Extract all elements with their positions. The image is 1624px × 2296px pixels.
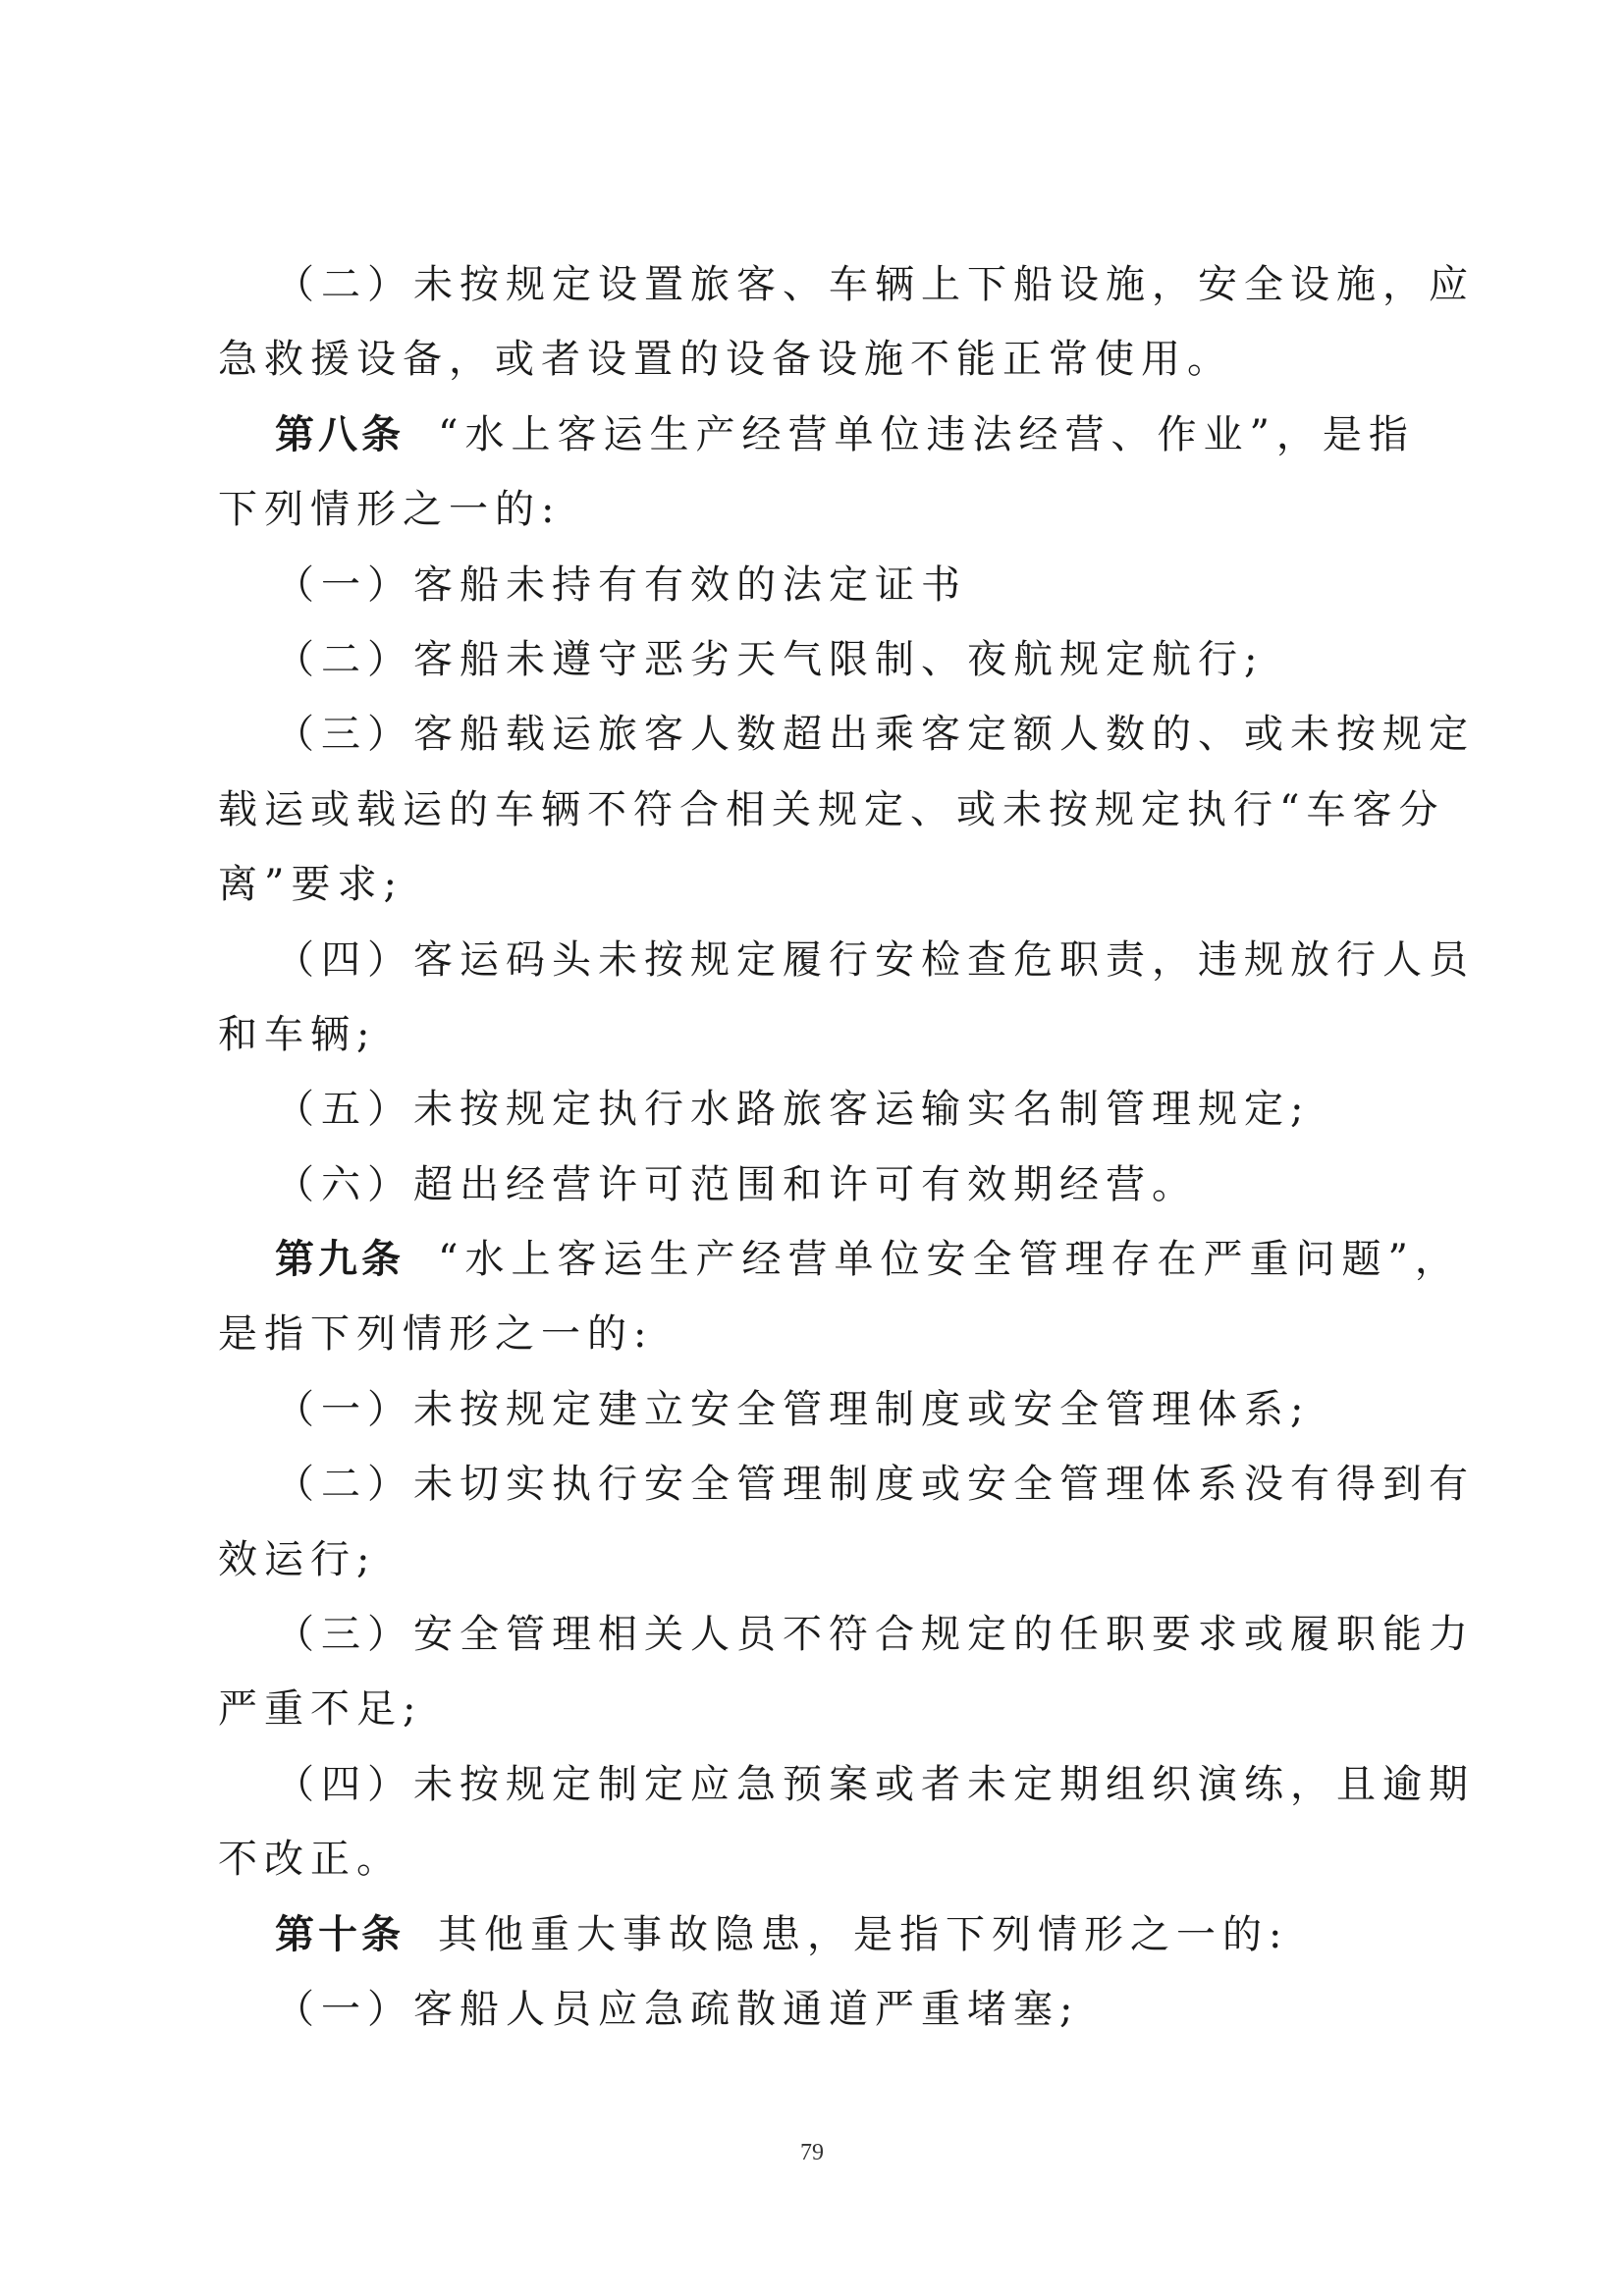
paragraph-text: “水上客运生产经营单位违法经营、作业”，是指 xyxy=(438,411,1415,457)
list-item: （二）未切实执行安全管理制度或安全管理体系没有得到有 xyxy=(275,1462,1475,1508)
article-10-label: 第十条 xyxy=(275,1911,405,1957)
paragraph-line: 严重不足; xyxy=(218,1686,423,1733)
list-item: （四）未按规定制定应急预案或者未定期组织演练，且逾期 xyxy=(275,1761,1475,1807)
paragraph-line: 急救援设备，或者设置的设备设施不能正常使用。 xyxy=(218,337,1233,383)
paragraph-line: 不改正。 xyxy=(218,1837,403,1883)
list-item: （二）客船未遵守恶劣天气限制、夜航规定航行; xyxy=(275,636,1265,682)
paragraph-line: 效运行; xyxy=(218,1536,377,1582)
article-9-label: 第九条 xyxy=(275,1237,405,1283)
list-item: （六）超出经营许可范围和许可有效期经营。 xyxy=(275,1161,1198,1207)
article-8-heading-line xyxy=(218,398,1414,472)
article-9-heading-line xyxy=(218,1222,1461,1297)
list-item: （四）客运码头未按规定履行安检查危职责，违规放行人员 xyxy=(275,936,1475,983)
body-text xyxy=(218,247,1475,2047)
list-item: （一）客船人员应急疏散通道严重堵塞; xyxy=(275,1986,1080,2032)
paragraph-text: “水上客运生产经营单位安全管理存在严重问题”， xyxy=(438,1237,1461,1283)
list-item: （三）安全管理相关人员不符合规定的任职要求或履职能力 xyxy=(275,1612,1475,1658)
paragraph-line: 下列情形之一的: xyxy=(218,487,562,533)
page-number: 79 xyxy=(800,2140,824,2165)
paragraph-line: 离”要求; xyxy=(218,862,404,908)
paragraph-line: 和车辆; xyxy=(218,1011,377,1057)
article-10-heading-line xyxy=(218,1897,1414,1972)
paragraph-line: 载运或载运的车辆不符合相关规定、或未按规定执行“车客分 xyxy=(218,786,1445,832)
list-item: （三）客船载运旅客人数超出乘客定额人数的、或未按规定 xyxy=(275,712,1475,758)
list-item: （一）未按规定建立安全管理制度或安全管理体系; xyxy=(275,1386,1311,1432)
paragraph-line: 是指下列情形之一的: xyxy=(218,1311,654,1358)
article-8-label: 第八条 xyxy=(275,411,405,457)
paragraph-line: （二）未按规定设置旅客、车辆上下船设施，安全设施，应 xyxy=(275,262,1475,307)
list-item: （一）客船未持有有效的法定证书 xyxy=(275,561,967,608)
paragraph-text: 其他重大事故隐患，是指下列情形之一的: xyxy=(438,1911,1289,1957)
list-item: （五）未按规定执行水路旅客运输实名制管理规定; xyxy=(275,1087,1311,1133)
